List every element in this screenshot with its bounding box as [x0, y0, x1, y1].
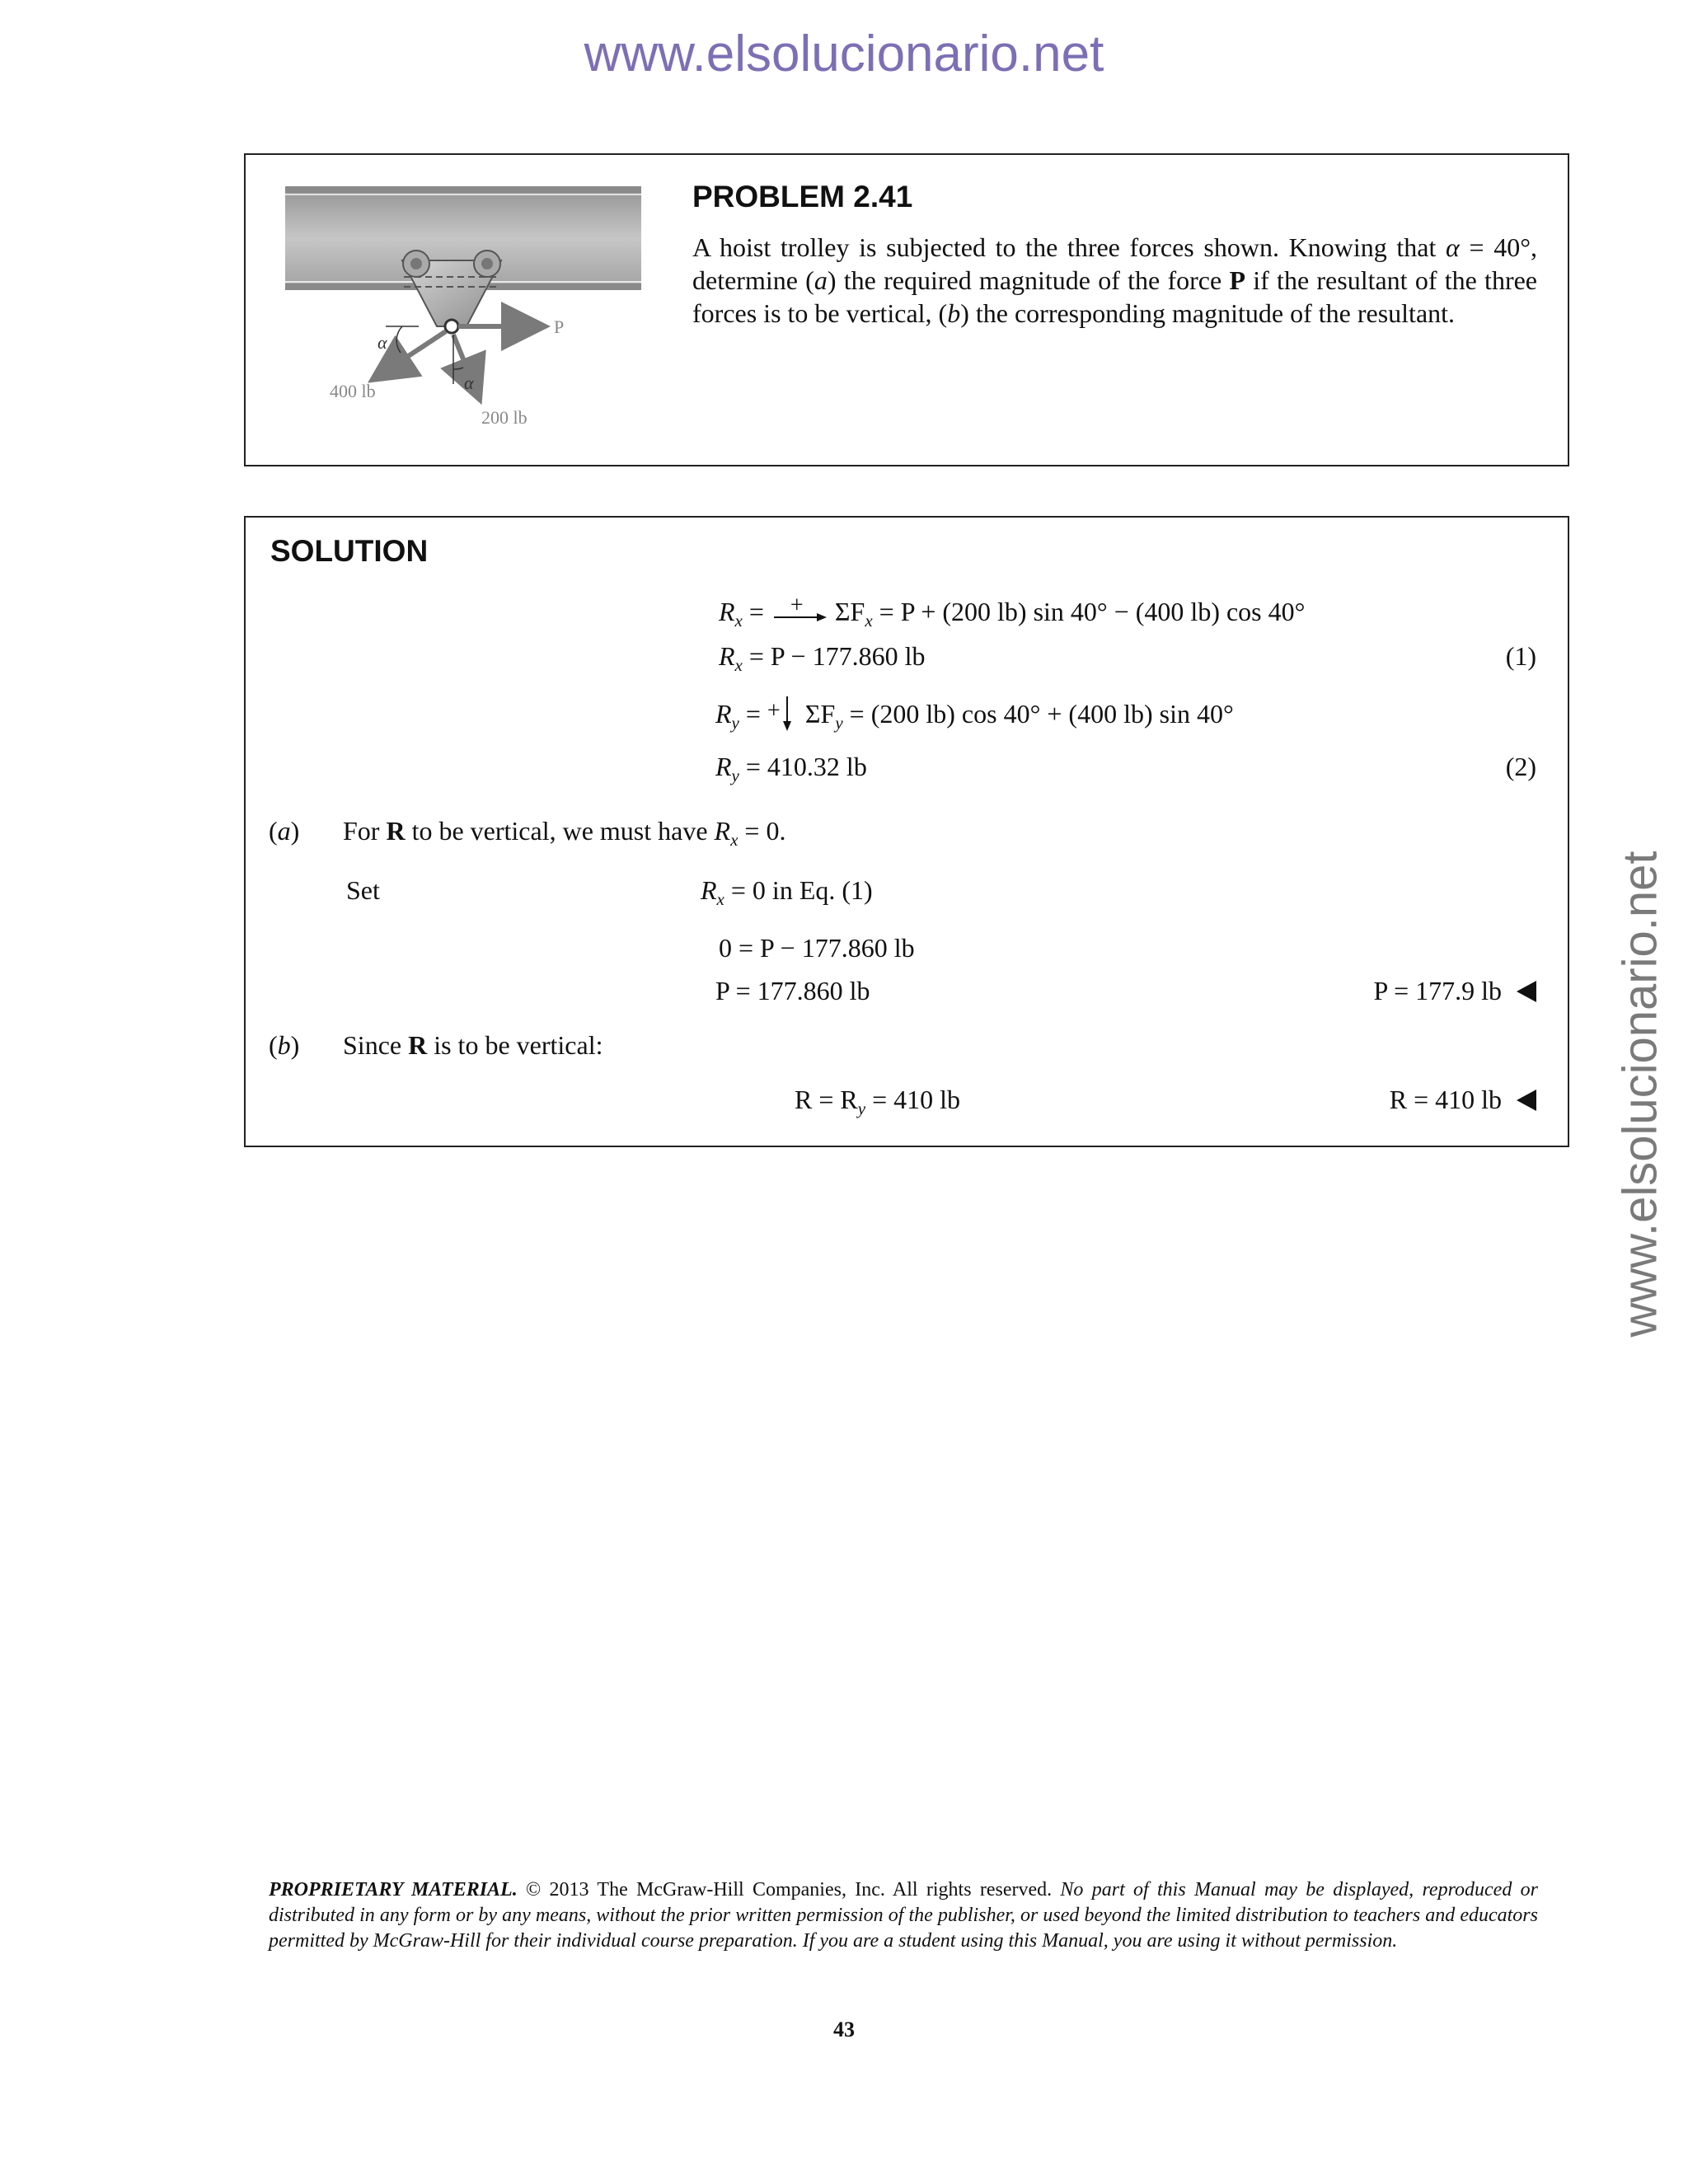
eq-subscript: x	[734, 611, 743, 630]
answer-marker-icon	[1517, 981, 1536, 1002]
statement-text: to be vertical, we must have	[405, 816, 715, 846]
equation-ry-sum: $R_y$ = + $\Sigma F_y = (200$ lb) cos 40° + (400 lb) sin 40°	[715, 697, 1234, 730]
answer-text: P = 177.9 lb	[1373, 976, 1502, 1005]
hoist-trolley-figure	[279, 180, 641, 452]
eq-rhs: = (200 lb) cos 40° + (400 lb) sin 40°	[849, 699, 1234, 729]
resultant-symbol: R	[408, 1030, 428, 1060]
answer-a	[1373, 974, 1536, 1007]
eq-symbol: R	[715, 752, 732, 781]
answer-marker-icon	[1517, 1090, 1536, 1111]
force-arrows	[376, 326, 541, 396]
notice-copyright: © 2013 The McGraw-Hill Companies, Inc. All rights reserved.	[517, 1879, 1061, 1900]
eq-subscript: y	[857, 1099, 866, 1118]
plus-right-arrow-icon	[771, 592, 828, 627]
statement-text: For	[343, 816, 387, 846]
eq-lhs: R = R	[795, 1085, 858, 1114]
eq-sigma: ΣF	[834, 597, 865, 626]
equation-rx-sum: $R_x$ = + $\Sigma F_x = P + (200$ lb) sin 40° − (400 lb) cos 40°	[719, 595, 1305, 628]
eq-rhs: = 0.	[738, 816, 786, 846]
problem-text: A hoist trolley is subjected to the three forces shown. Knowing that	[692, 232, 1447, 262]
force-P-label: P	[554, 316, 565, 337]
plus-down-arrow-icon	[767, 697, 799, 729]
answer-b	[1390, 1083, 1536, 1116]
problem-text: ) the required magnitude of the force	[827, 265, 1230, 295]
part-a-statement	[343, 814, 786, 850]
eq-symbol: R	[701, 875, 717, 905]
set-condition	[701, 874, 873, 907]
eq-rhs: = P + (200 lb) sin 40° − (400 lb) cos 40°	[879, 597, 1306, 626]
watermark-side-text: www.elsolucionario.net	[1613, 851, 1667, 1338]
equation-rx-result	[719, 640, 925, 673]
proprietary-notice	[269, 1877, 1538, 1954]
part-a-ref: a	[814, 265, 828, 295]
equation-r-value	[795, 1083, 960, 1116]
eq-symbol: R	[715, 699, 732, 729]
eq-rhs: = 410 lb	[865, 1085, 960, 1114]
solution-box	[244, 516, 1569, 1147]
problem-text: if the resultant of the three forces is to be vertical, (	[692, 265, 1538, 328]
problem-box	[244, 153, 1569, 466]
watermark-top[interactable]: www.elsolucionario.net	[584, 26, 1104, 82]
alpha-symbol: α	[1446, 232, 1460, 262]
equation-number-1: (1)	[1505, 641, 1536, 671]
equation-p-value: P = 177.860 lb	[715, 976, 870, 1005]
eq-subscript: y	[835, 713, 843, 733]
alpha-label-2: α	[464, 373, 474, 393]
eq-rhs: = 410.32 lb	[745, 752, 867, 781]
eq-subscript: x	[734, 655, 743, 675]
statement-text: Since	[343, 1030, 409, 1060]
set-label: Set	[346, 875, 380, 905]
part-a-tag: (a)	[269, 816, 300, 846]
part-b-tag: (b)	[269, 1030, 300, 1060]
part-letter: b	[277, 1030, 291, 1060]
alpha-label-1: α	[377, 332, 387, 353]
eq-symbol: R	[714, 816, 731, 846]
eq-sigma: ΣF	[804, 699, 836, 729]
notice-restrictions: No part of this Manual may be displayed, reproduced or distributed in any form or by any means, without the prior written permission of the publisher, or used beyond the limited distribution to teachers and educators permitted by McGraw-Hill for their individual course preparation. If you are a student using this Manual, you are using it without permission.	[269, 1879, 1538, 1952]
force-200-label: 200 lb	[481, 407, 528, 428]
eq-rhs: = 0 in Eq. (1)	[724, 875, 873, 905]
equation-ry-result	[715, 750, 867, 783]
answer-text: R = 410 lb	[1389, 1085, 1502, 1114]
eq-subscript: x	[730, 830, 738, 850]
plus-sign: +	[767, 697, 781, 724]
page-number: 43	[833, 2018, 855, 2041]
part-letter: a	[277, 816, 291, 846]
eq-rhs: = P − 177.860 lb	[748, 641, 926, 671]
eq-subscript: y	[731, 713, 739, 733]
problem-title: PROBLEM 2.41	[692, 180, 913, 213]
eq-symbol: R	[719, 641, 735, 671]
plus-sign: +	[790, 592, 804, 618]
problem-statement	[692, 231, 1537, 330]
force-400-label: 400 lb	[330, 381, 376, 401]
equation-zero-p: 0 = P − 177.860 lb	[719, 933, 915, 963]
equation-number-2: (2)	[1505, 752, 1536, 781]
force-P-symbol: P	[1229, 265, 1246, 295]
trolley-bracket	[402, 251, 501, 333]
problem-text: = 40°, determine (	[692, 232, 1537, 295]
eq-symbol: R	[719, 597, 735, 626]
notice-lead: PROPRIETARY MATERIAL.	[269, 1879, 518, 1900]
eq-subscript: y	[731, 766, 739, 785]
part-b-statement	[343, 1029, 603, 1062]
solution-title: SOLUTION	[270, 534, 429, 568]
problem-text: ) the corresponding magnitude of the resultant.	[960, 298, 1456, 328]
statement-text: is to be vertical:	[427, 1030, 603, 1060]
resultant-symbol: R	[386, 816, 406, 846]
part-b-ref: b	[947, 298, 961, 328]
eq-subscript: x	[865, 611, 873, 630]
eq-subscript: x	[716, 889, 724, 909]
